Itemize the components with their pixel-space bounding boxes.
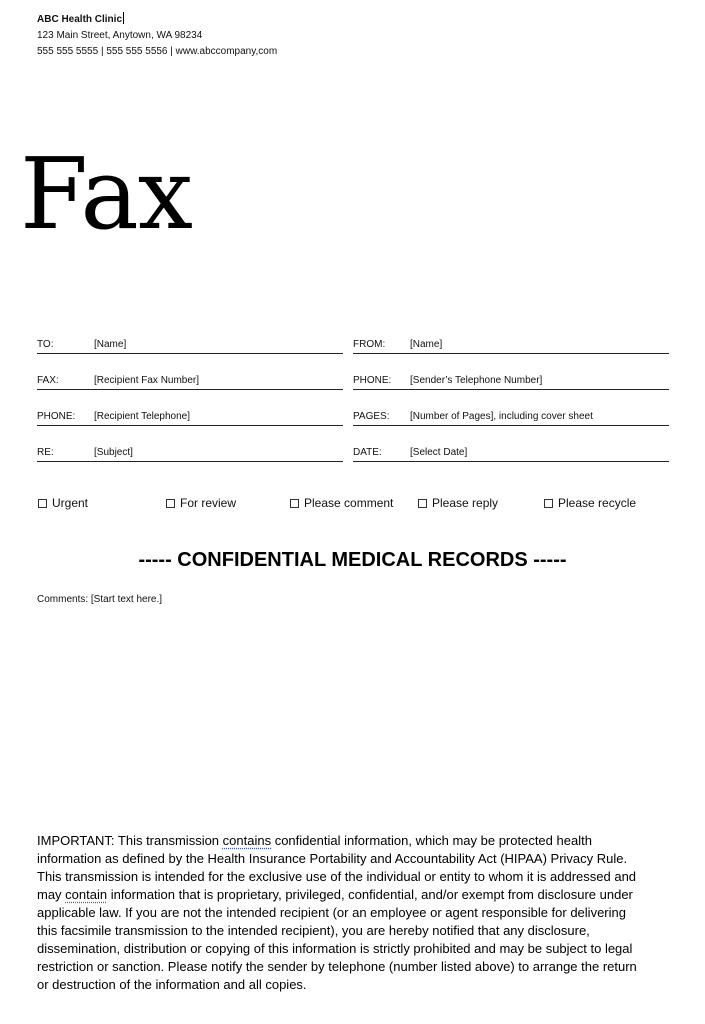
pages-value[interactable]: [Number of Pages], including cover sheet xyxy=(410,411,593,422)
pages-field[interactable] xyxy=(353,390,669,426)
organization-name-text: ABC Health Clinic xyxy=(37,14,123,25)
from-field[interactable] xyxy=(353,318,669,354)
organization-address: 123 Main Street, Anytown, WA 98234 xyxy=(37,30,203,41)
urgent-label: Urgent xyxy=(52,496,89,510)
please-comment-label: Please comment xyxy=(304,496,394,510)
to-value[interactable]: [Name] xyxy=(94,339,127,350)
field-row-phone-pages xyxy=(37,390,669,426)
date-value[interactable]: [Select Date] xyxy=(410,447,468,458)
field-row-re-date xyxy=(37,426,669,462)
disclaimer-line: this facsimile transmission to the intended recipient), you are hereby notified that any disclosure, xyxy=(37,923,590,938)
recipient-phone-value[interactable]: [Recipient Telephone] xyxy=(94,411,190,422)
disclaimer-line: dissemination, distribution or copying of this information is strictly prohibited and may be subject to legal xyxy=(37,941,633,956)
spellcheck-flagged-word: contain xyxy=(65,887,108,902)
please-reply-checkbox[interactable] xyxy=(418,496,498,510)
spellcheck-flagged-word: contains xyxy=(222,833,272,848)
please-reply-label: Please reply xyxy=(432,496,499,510)
comments-field[interactable]: Comments: [Start text here.] xyxy=(37,594,163,605)
disclaimer-line: applicable law. If you are not the intended recipient (or an employee or agent responsible for delivering xyxy=(37,905,626,920)
please-comment-checkbox[interactable] xyxy=(290,496,393,510)
disclaimer-line: or destruction of the information and all copies. xyxy=(37,977,307,992)
for-review-label: For review xyxy=(180,496,237,510)
from-label: FROM: xyxy=(353,339,386,350)
checkbox-icon[interactable] xyxy=(38,499,47,508)
recipient-phone-field[interactable] xyxy=(37,390,343,426)
subject-value[interactable]: [Subject] xyxy=(94,447,133,458)
sender-phone-value[interactable]: [Sender’s Telephone Number] xyxy=(410,375,543,386)
fax-fields-table xyxy=(37,318,669,462)
page-title: Fax xyxy=(20,138,193,252)
disclaimer-line: This transmission is intended for the exclusive use of the individual or entity to whom it is addressed and xyxy=(37,869,637,884)
organization-name[interactable] xyxy=(37,12,277,28)
to-label: TO: xyxy=(37,339,54,350)
for-review-checkbox[interactable] xyxy=(166,496,236,510)
checkbox-icon[interactable] xyxy=(290,499,299,508)
hipaa-disclaimer xyxy=(37,832,677,994)
recipient-phone-label: PHONE: xyxy=(37,411,76,422)
checkbox-icon[interactable] xyxy=(418,499,427,508)
disclaimer-text: may xyxy=(37,887,66,902)
organization-contact: 555 555 5555 | 555 555 5556 | www.abccompany,com xyxy=(37,46,278,57)
field-row-fax-phone xyxy=(37,354,669,390)
checkbox-icon[interactable] xyxy=(166,499,175,508)
to-field[interactable] xyxy=(37,318,343,354)
subject-label: RE: xyxy=(37,447,54,458)
subject-field[interactable] xyxy=(37,426,343,462)
date-label: DATE: xyxy=(353,447,382,458)
letterhead xyxy=(37,12,277,60)
please-recycle-label: Please recycle xyxy=(558,496,637,510)
disclaimer-text: IMPORTANT: This transmission xyxy=(37,833,223,848)
fax-value[interactable]: [Recipient Fax Number] xyxy=(94,375,200,386)
disclaimer-line xyxy=(37,886,677,904)
disclaimer-text: confidential information, which may be protected health xyxy=(271,833,592,848)
fax-field[interactable] xyxy=(37,354,343,390)
disclaimer-line xyxy=(37,832,677,850)
disclaimer-line: restriction or sanction. Please notify the sender by telephone (number listed above) to arrange the return xyxy=(37,959,637,974)
please-recycle-checkbox[interactable] xyxy=(544,496,636,510)
checkbox-icon[interactable] xyxy=(544,499,553,508)
field-row-to-from xyxy=(37,318,669,354)
fax-label: FAX: xyxy=(37,375,59,386)
sender-phone-field[interactable] xyxy=(353,354,669,390)
disclaimer-line: information as defined by the Health Insurance Portability and Accountability Act (HIPAA) Privacy Rule. xyxy=(37,851,628,866)
from-value[interactable]: [Name] xyxy=(410,339,443,350)
disclaimer-text: information that is proprietary, privileged, confidential, and/or exempt from disclosure under xyxy=(107,887,633,902)
confidential-heading: ----- CONFIDENTIAL MEDICAL RECORDS ----- xyxy=(138,549,567,571)
text-cursor xyxy=(123,12,124,24)
date-field[interactable] xyxy=(353,426,669,462)
sender-phone-label: PHONE: xyxy=(353,375,392,386)
pages-label: PAGES: xyxy=(353,411,390,422)
urgent-checkbox[interactable] xyxy=(38,496,88,510)
